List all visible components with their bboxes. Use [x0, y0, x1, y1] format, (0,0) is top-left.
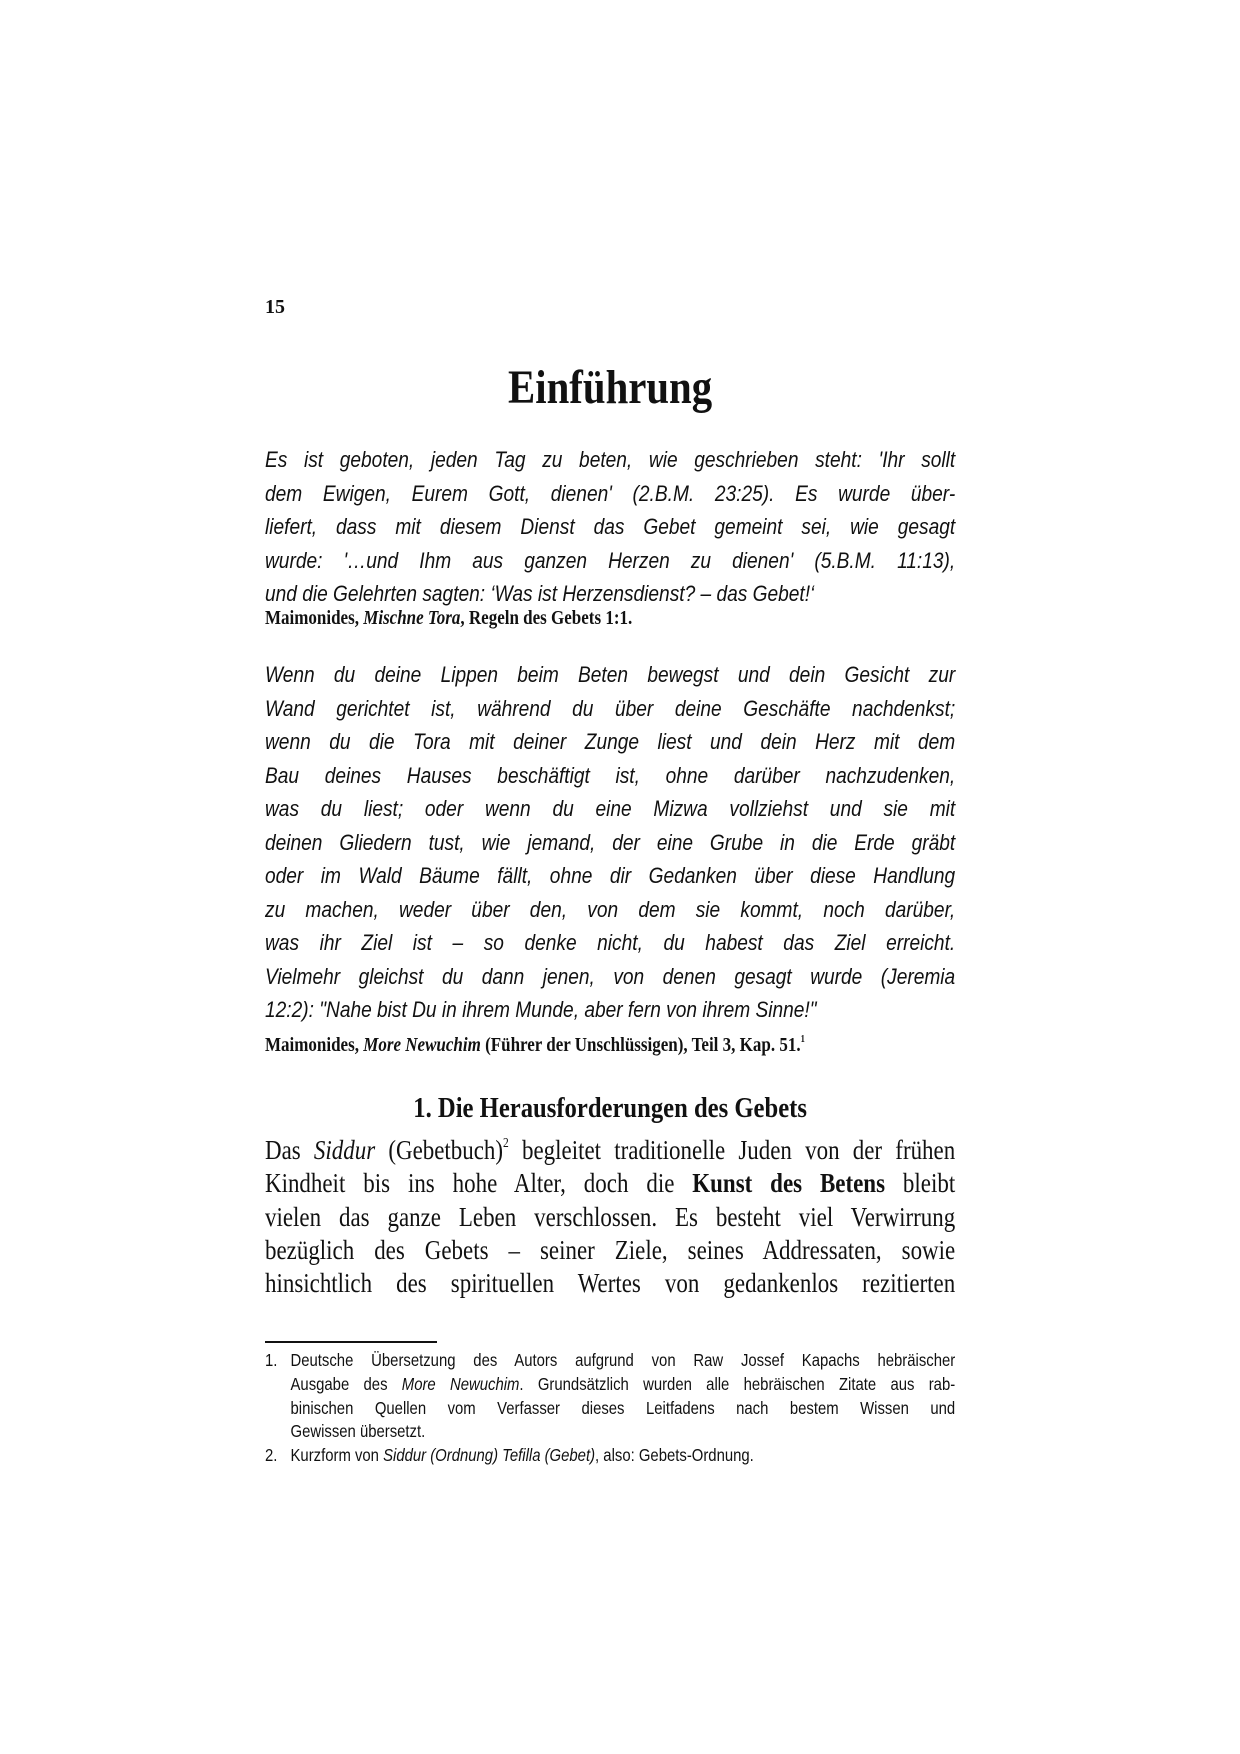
page-title: Einführung — [508, 361, 713, 414]
body-line: bezüglich des Gebets – seiner Ziele, seines Addressaten, sowie — [265, 1234, 956, 1265]
text: Das — [265, 1135, 314, 1165]
quote-line: wurde: '…und Ihm aus ganzen Herzen zu dienen' (5.B.M. 11:13), — [265, 547, 956, 573]
footnote-number: 1. — [265, 1350, 278, 1370]
quote-line: Es ist geboten, jeden Tag zu beten, wie geschrieben steht: 'Ihr sollt — [265, 447, 956, 472]
footnote-line: Deutsche Übersetzung des Autors aufgrund von Raw Jossef Kapachs hebräischer — [290, 1350, 956, 1370]
footnote-line: Gewissen übersetzt. — [290, 1421, 426, 1442]
section-body — [265, 1134, 955, 1300]
quote-line: liefert, dass mit diesem Dienst das Gebet gemeint sei, wie gesagt — [265, 514, 956, 539]
quote-line: dem Ewigen, Eurem Gott, dienen' (2.B.M. 23:25). Es wurde über- — [265, 480, 956, 506]
footnote-line — [291, 1373, 956, 1397]
page-number: 15 — [265, 296, 285, 318]
section-heading: 1. Die Herausforderungen des Gebets — [413, 1092, 807, 1124]
text-italic: Siddur — [313, 1135, 376, 1165]
quote-line: Bau deines Hauses beschäftigt ist, ohne darüber nachzudenken, — [265, 762, 956, 788]
text: bleibt — [885, 1168, 956, 1199]
attribution-rest: , Regeln des Gebets 1:1. — [460, 607, 633, 629]
footnotes — [265, 1349, 955, 1468]
quote-line: deinen Gliedern tust, wie jemand, der eine Grube in die Erde gräbt — [265, 829, 956, 855]
footnote-line — [291, 1444, 956, 1468]
text-italic: More Newuchim — [401, 1373, 520, 1394]
text: Kindheit bis ins hohe Alter, doch die — [265, 1168, 693, 1199]
text: Ausgabe des — [290, 1373, 402, 1394]
quote-line: was du liest; oder wenn du eine Mizwa vollziehst und sie mit — [265, 796, 956, 821]
quote-line: Vielmehr gleichst du dann jenen, von denen gesagt wurde (Jeremia — [265, 963, 956, 989]
quote-line: zu machen, weder über den, von dem sie kommt, noch darüber, — [265, 896, 956, 922]
quote-1-attribution — [265, 605, 955, 631]
quote-line: oder im Wald Bäume fällt, ohne dir Gedanken über diese Handlung — [265, 863, 956, 888]
footnote-number: 2. — [265, 1445, 278, 1466]
footnote-2 — [265, 1444, 955, 1468]
text: Kurzform von — [290, 1445, 384, 1466]
footnote-ref[interactable]: 1 — [800, 1034, 805, 1045]
text: , also: Gebets-Ordnung. — [595, 1445, 754, 1466]
quote-line: und die Gelehrten sagten: ‘Was ist Herzensdienst? – das Gebet!‘ — [265, 581, 815, 606]
attribution-author: Maimonides, — [265, 607, 364, 629]
body-line: vielen das ganze Leben verschlossen. Es besteht viel Verwirrung — [265, 1201, 956, 1232]
quote-2 — [265, 658, 955, 1027]
text: . Grundsätzlich wurden alle hebräischen Zitate aus rab- — [519, 1373, 956, 1394]
footnote-1 — [265, 1349, 955, 1444]
text-italic: Siddur (Ordnung) Tefilla (Gebet) — [383, 1445, 596, 1466]
attribution-rest: (Führer der Unschlüssigen), Teil 3, Kap. 51. — [480, 1034, 801, 1056]
body-line — [265, 1167, 955, 1200]
quote-line: Wenn du deine Lippen beim Beten bewegst und dein Gesicht zur — [265, 662, 956, 687]
body-line — [265, 1134, 955, 1167]
quote-line: 12:2): "Nahe bist Du in ihrem Munde, aber fern von ihrem Sinne!" — [265, 997, 817, 1022]
quote-1 — [265, 443, 955, 611]
text: (Gebetbuch) — [375, 1135, 504, 1165]
attribution-work: Mischne Tora — [363, 607, 461, 629]
footnote-divider — [265, 1341, 437, 1343]
footnote-line: binischen Quellen vom Verfasser dieses Leitfadens nach bestem Wissen und — [290, 1397, 956, 1418]
attribution-author: Maimonides, — [265, 1034, 364, 1056]
attribution-work: More Newuchim — [363, 1034, 481, 1056]
text-bold: Kunst des Betens — [692, 1168, 886, 1199]
quote-line: Wand gerichtet ist, während du über deine Geschäfte nachdenkst; — [265, 695, 956, 721]
quote-line: wenn du die Tora mit deiner Zunge liest und dein Herz mit dem — [265, 729, 956, 754]
body-line: hinsichtlich des spirituellen Wertes von gedankenlos rezitierten — [265, 1268, 956, 1299]
quote-2-attribution — [265, 1032, 955, 1058]
footnote-ref[interactable]: 2 — [503, 1134, 509, 1150]
quote-line: was ihr Ziel ist – so denke nicht, du habest das Ziel erreicht. — [265, 930, 956, 955]
text: begleitet traditionelle Juden von der frühen — [508, 1135, 956, 1165]
